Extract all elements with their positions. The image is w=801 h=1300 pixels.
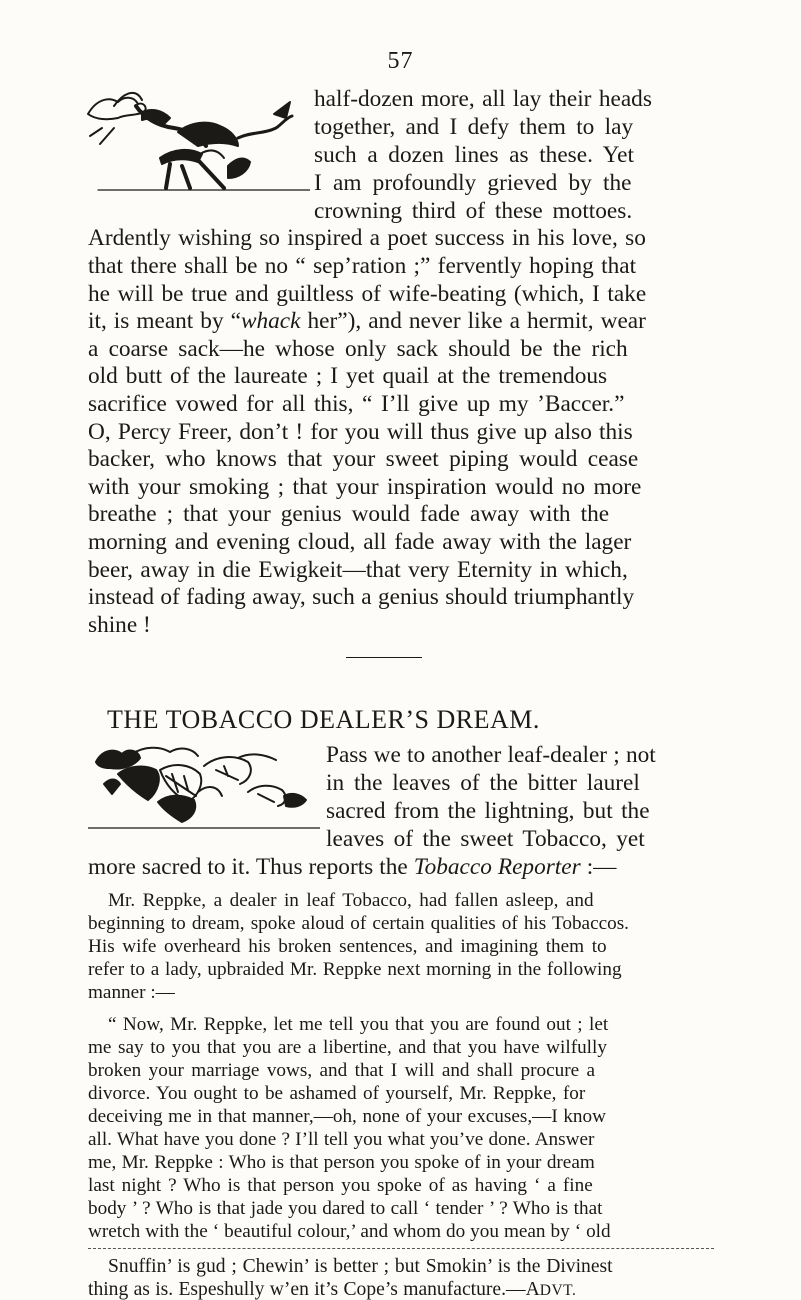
italic-word: whack bbox=[240, 308, 301, 334]
text-line: sacrifice vowed for all this, “ I’ll give up my ’Baccer.” bbox=[88, 391, 625, 417]
text-line: he will be true and guiltless of wife-beating (which, I take bbox=[88, 281, 647, 307]
text-line: morning and evening cloud, all fade away with the lager bbox=[88, 529, 632, 555]
text-line: last night ? Who is that person you spoke of as having ‘ a fine bbox=[88, 1175, 593, 1196]
text-line: half-dozen more, all lay their heads bbox=[314, 86, 652, 112]
text-line: leaves of the sweet Tobacco, yet bbox=[326, 826, 645, 852]
text-line: Mr. Reppke, a dealer in leaf Tobacco, had fallen asleep, and bbox=[108, 890, 594, 911]
text-line: backer, who knows that your sweet piping would cease bbox=[88, 446, 639, 472]
text-line bbox=[88, 1280, 576, 1300]
text-line: broken your marriage vows, and that I will and shall procure a bbox=[88, 1060, 596, 1081]
text-line: a coarse sack—he whose only sack should be the rich bbox=[88, 336, 628, 362]
footnote-divider bbox=[88, 1248, 714, 1249]
italic-title: Tobacco Reporter bbox=[413, 854, 581, 880]
tobacco-leaves-vignette-illustration bbox=[88, 744, 320, 830]
text-line: manner :— bbox=[88, 982, 175, 1003]
text-line: that there shall be no “ sep’ration ;” fervently hoping that bbox=[88, 253, 637, 279]
text-line: “ Now, Mr. Reppke, let me tell you that you are found out ; let bbox=[108, 1014, 609, 1035]
text-segment: her”), and never like a hermit, wear bbox=[300, 308, 646, 334]
text-line: crowning third of these mottoes. bbox=[314, 198, 633, 224]
section-heading: THE TOBACCO DEALER’S DREAM. bbox=[107, 705, 540, 734]
text-line: together, and I defy them to lay bbox=[314, 114, 634, 140]
text-line: breathe ; that your genius would fade away with the bbox=[88, 501, 610, 527]
small-caps-abbrev: DVT. bbox=[539, 1282, 577, 1299]
text-segment: more sacred to it. Thus reports the bbox=[88, 854, 414, 880]
text-line: His wife overheard his broken sentences, and imagining them to bbox=[88, 936, 607, 957]
text-line: O, Percy Freer, don’t ! for you will thus give up also this bbox=[88, 419, 633, 445]
text-line bbox=[88, 856, 616, 879]
text-line: I am profoundly grieved by the bbox=[314, 170, 632, 196]
text-line: beer, away in die Ewigkeit—that very Eternity in which, bbox=[88, 557, 628, 583]
text-segment: :— bbox=[580, 854, 617, 880]
text-line: deceiving me in that manner,—oh, none of your excuses,—I know bbox=[88, 1106, 606, 1127]
text-segment: thing as is. Espeshully w’en it’s Cope’s manufacture.—A bbox=[88, 1279, 540, 1300]
text-line: Snuffin’ is gud ; Chewin’ is better ; but Smokin’ is the Divinest bbox=[108, 1256, 613, 1277]
text-line: Pass we to another leaf-dealer ; not bbox=[326, 742, 656, 768]
text-line: shine ! bbox=[88, 612, 151, 638]
text-line: such a dozen lines as these. Yet bbox=[314, 142, 634, 168]
text-segment: it, is meant by “ bbox=[88, 308, 241, 334]
text-line: with your smoking ; that your inspiration would no more bbox=[88, 474, 642, 500]
text-line: in the leaves of the bitter laurel bbox=[326, 770, 640, 796]
text-line: refer to a lady, upbraided Mr. Reppke next morning in the following bbox=[88, 959, 622, 980]
page-number: 57 bbox=[387, 48, 414, 74]
text-line: sacred from the lightning, but the bbox=[326, 798, 650, 824]
text-line: Ardently wishing so inspired a poet success in his love, so bbox=[88, 225, 646, 251]
text-line: me, Mr. Reppke : Who is that person you spoke of in your dream bbox=[88, 1152, 595, 1173]
text-line: divorce. You ought to be ashamed of yourself, Mr. Reppke, for bbox=[88, 1083, 586, 1104]
text-line: old butt of the laureate ; I yet quail at the tremendous bbox=[88, 363, 608, 389]
text-line bbox=[88, 310, 646, 333]
section-divider bbox=[346, 657, 422, 658]
text-line: beginning to dream, spoke aloud of certain qualities of his Tobaccos. bbox=[88, 913, 629, 934]
bird-vignette-illustration bbox=[78, 88, 310, 192]
text-line: all. What have you done ? I’ll tell you what you’ve done. Answer bbox=[88, 1129, 595, 1150]
text-line: instead of fading away, such a genius should triumphantly bbox=[88, 584, 635, 610]
text-line: wretch with the ‘ beautiful colour,’ and whom do you mean by ‘ old bbox=[88, 1221, 611, 1242]
text-line: me say to you that you are a libertine, and that you have wilfully bbox=[88, 1037, 607, 1058]
text-line: body ’ ? Who is that jade you dared to call ‘ tender ’ ? Who is that bbox=[88, 1198, 603, 1219]
